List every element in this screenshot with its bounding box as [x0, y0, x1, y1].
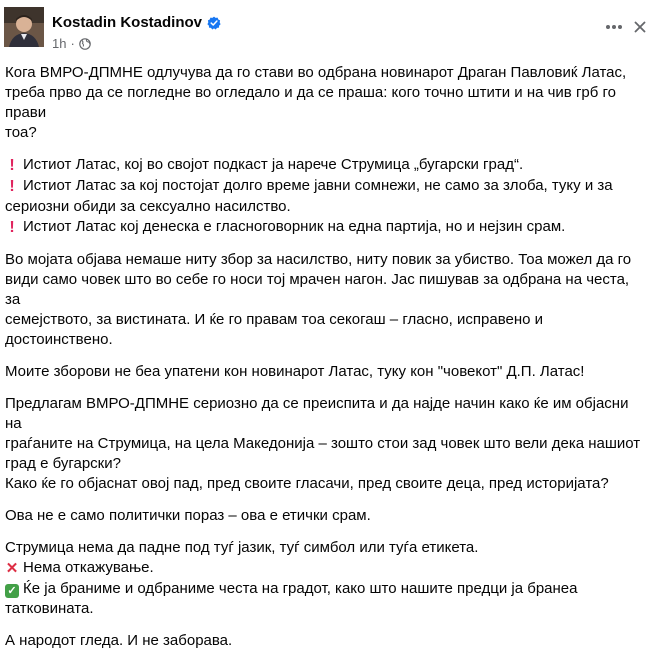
- exclamation-icon: !: [9, 178, 15, 195]
- post-meta: [52, 36, 91, 51]
- post-text: татковината.: [5, 600, 94, 617]
- cross-mark-icon: ✕: [5, 560, 19, 577]
- avatar-image: [4, 7, 44, 47]
- post-text-line: [5, 362, 641, 382]
- post-text: Моите зборови не беа упатени кон новинарот Латас, туку кон "човекот" Д.П. Латас!: [5, 363, 585, 380]
- post-text: види само човек што во себе го носи тој мрачен нагон. Јас пишував за одбрана на честа, за: [5, 271, 630, 308]
- post-text: сериозни обиди за сексуално насилство.: [5, 198, 291, 215]
- meta-separator: ·: [70, 36, 75, 51]
- post-text: Предлагам ВМРО-ДПМНЕ сериозно да се преиспита и да најде начин како ќе им објасни на: [5, 395, 629, 432]
- post-paragraph: [5, 538, 641, 619]
- author-row: [52, 14, 221, 32]
- verified-badge-icon: [207, 16, 221, 30]
- post-text-line: [5, 176, 641, 197]
- post-paragraph: [5, 362, 641, 382]
- close-button[interactable]: [629, 16, 651, 38]
- post-text: тоа?: [5, 124, 37, 141]
- post-time[interactable]: 1h: [52, 36, 67, 51]
- post-text: Во мојата објава немаше ниту збор за насилство, ниту повик за убиство. Тоа можел да го: [5, 251, 632, 268]
- post-text-line: [5, 155, 641, 176]
- post-text-line: [5, 579, 641, 599]
- exclamation-icon: !: [9, 157, 15, 174]
- post-text: Истиот Латас, кој во својот подкаст ја нарече Струмица „бугарски град“.: [23, 156, 524, 173]
- check-mark-icon: ✓: [5, 584, 19, 598]
- post-text: Струмица нема да падне под туѓ јазик, туѓ симбол или туѓа етикета.: [5, 539, 479, 556]
- post-text: град е бугарски?: [5, 455, 121, 472]
- post-text: граѓаните на Струмица, на цела Македонија – зошто стои зад човек што вели дека нашиот: [5, 435, 641, 452]
- post-text-line: [5, 558, 641, 579]
- post-text: Нема откажување.: [23, 559, 154, 576]
- post-body: [5, 63, 641, 663]
- globe-icon[interactable]: [79, 38, 91, 50]
- post-text: Ќе ја браниме и одбраниме честа на градот, како што нашите предци ја бранеа: [23, 580, 578, 597]
- post-paragraph: [5, 394, 641, 494]
- exclamation-icon: !: [9, 219, 15, 236]
- post-text: Истиот Латас за кој постојат долго време јавни сомнежи, не само за злоба, туку и за: [23, 177, 613, 194]
- post-text: семејството, за вистината. И ќе го правам тоа секогаш – гласно, исправено и достоинствено.: [5, 311, 544, 348]
- post-text-line: [5, 434, 641, 454]
- post-text-line: [5, 217, 641, 238]
- post-text-line: [5, 310, 641, 350]
- post-paragraph: [5, 631, 641, 651]
- post-paragraph: [5, 250, 641, 350]
- author-name[interactable]: Kostadin Kostadinov: [52, 14, 203, 31]
- post-text-line: [5, 454, 641, 474]
- post-text: Како ќе го објаснат овој пад, пред своите гласачи, пред своите деца, пред историјата?: [5, 475, 609, 492]
- post-paragraph: [5, 506, 641, 526]
- author-avatar[interactable]: [4, 7, 44, 47]
- more-options-button[interactable]: [603, 16, 625, 38]
- post-paragraph: [5, 155, 641, 238]
- post-text-line: [5, 123, 641, 143]
- post-text-line: [5, 83, 641, 123]
- post-text: Кога ВМРО-ДПМНЕ одлучува да го стави во одбрана новинарот Драган Павловиќ Латас,: [5, 64, 627, 81]
- post-text-line: [5, 270, 641, 310]
- more-options-icon: [605, 24, 623, 30]
- post-text: треба прво да се погледне во огледало и да се праша: кого точно штити и на чив грб го прави: [5, 84, 617, 121]
- post-text-line: [5, 474, 641, 494]
- post-text-line: [5, 250, 641, 270]
- post-text-line: [5, 197, 641, 217]
- post-text: Ова не е само политички пораз – ова е етички срам.: [5, 507, 371, 524]
- post-text-line: [5, 394, 641, 434]
- post-text-line: [5, 506, 641, 526]
- post-text-line: [5, 631, 641, 651]
- post-text: Истиот Латас кој денеска е гласноговорник на една партија, но и нејзин срам.: [23, 218, 566, 235]
- post-text-line: [5, 63, 641, 83]
- post-header: [0, 0, 650, 62]
- post-text-line: [5, 538, 641, 558]
- post-text-line: [5, 599, 641, 619]
- post-text: А народот гледа. И не заборава.: [5, 632, 233, 649]
- close-icon: [634, 21, 646, 33]
- post-paragraph: [5, 63, 641, 143]
